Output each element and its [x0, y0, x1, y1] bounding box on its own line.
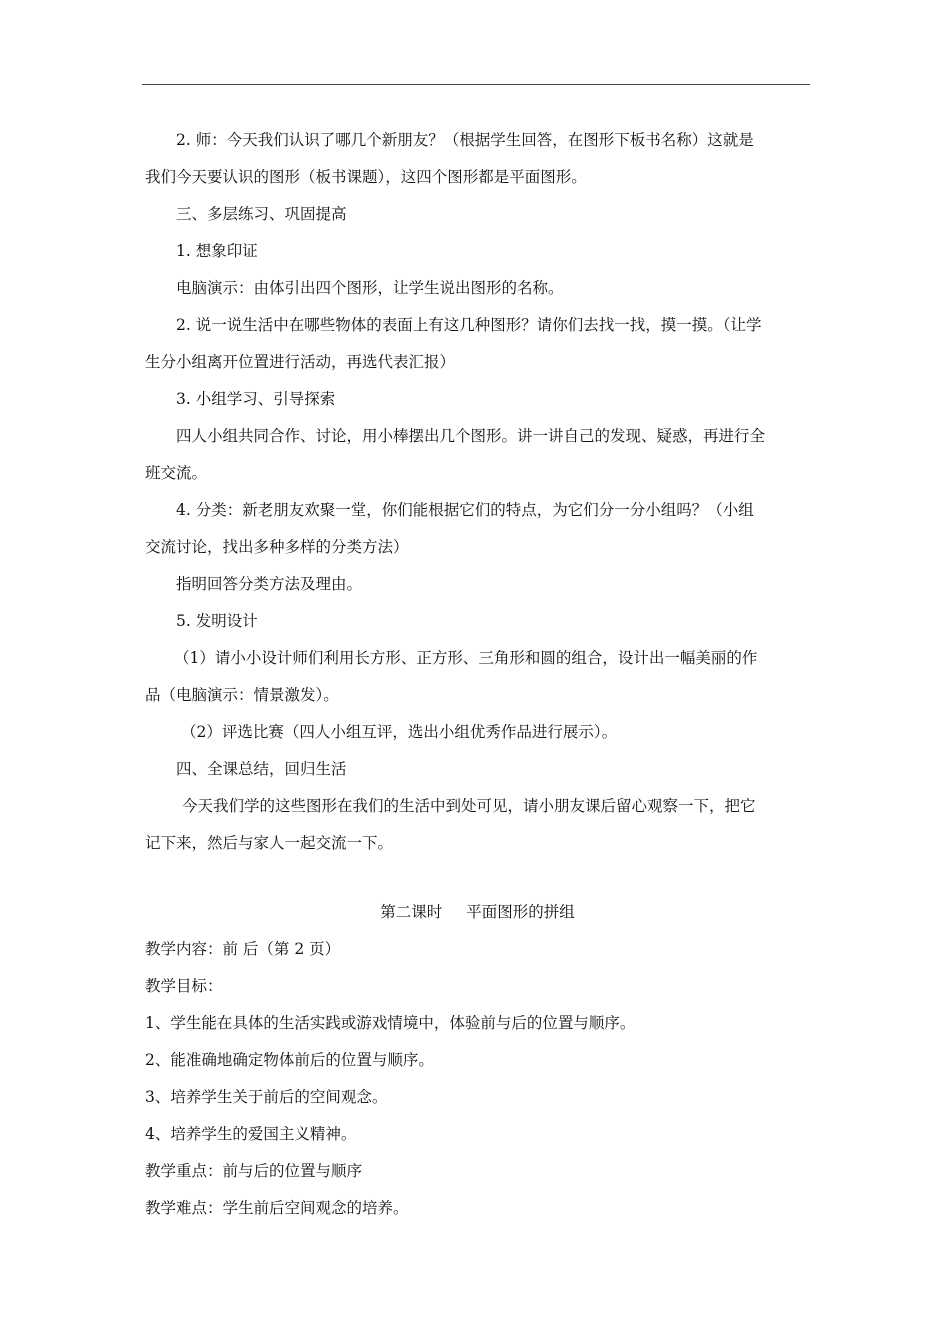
sub-heading: 3. 小组学习、引导探索: [176, 390, 336, 408]
paragraph: 交流讨论，找出多种多样的分类方法）: [145, 538, 409, 556]
paragraph: 四人小组共同合作、讨论，用小棒摆出几个图形。讲一讲自己的发现、疑惑，再进行全: [176, 427, 766, 445]
teaching-difficulty: 教学难点：学生前后空间观念的培养。: [145, 1199, 409, 1217]
paragraph: 指明回答分类方法及理由。: [176, 575, 363, 593]
goal-item: 4、培养学生的爱国主义精神。: [145, 1125, 357, 1143]
lesson-title-right: 平面图形的拼组: [466, 903, 575, 921]
goal-item: 2、能准确地确定物体前后的位置与顺序。: [145, 1051, 434, 1069]
paragraph: 今天我们学的这些图形在我们的生活中到处可见，请小朋友课后留心观察一下，把它: [182, 797, 756, 815]
header-rule: [142, 84, 810, 85]
goal-item: 3、培养学生关于前后的空间观念。: [145, 1088, 388, 1106]
lesson-title-left: 第二课时: [380, 903, 443, 921]
goals-label: 教学目标：: [145, 977, 223, 995]
paragraph: 班交流。: [145, 464, 208, 482]
teaching-key-point: 教学重点：前与后的位置与顺序: [145, 1162, 363, 1180]
paragraph: 记下来，然后与家人一起交流一下。: [145, 834, 394, 852]
sub-heading: 5. 发明设计: [176, 612, 258, 630]
sub-heading: 1. 想象印证: [176, 242, 258, 260]
paragraph: 2. 师：今天我们认识了哪几个新朋友？（根据学生回答，在图形下板书名称）这就是: [176, 131, 754, 149]
paragraph: （1）请小小设计师们利用长方形、正方形、三角形和圆的组合，设计出一幅美丽的作: [174, 649, 758, 667]
teaching-content: 教学内容：前 后（第 2 页）: [145, 940, 341, 958]
paragraph: 电脑演示：由体引出四个图形，让学生说出图形的名称。: [176, 279, 564, 297]
document-body: [145, 122, 810, 1227]
section-heading: 四、全课总结，回归生活: [176, 760, 347, 778]
paragraph: 我们今天要认识的图形（板书课题），这四个图形都是平面图形。: [145, 168, 587, 186]
paragraph: （2）评选比赛（四人小组互评，选出小组优秀作品进行展示）。: [181, 723, 618, 741]
section-heading: 三、多层练习、巩固提高: [176, 205, 347, 223]
paragraph: 品（电脑演示：情景激发）。: [145, 686, 339, 704]
paragraph: 2. 说一说生活中在哪些物体的表面上有这几种图形？请你们去找一找，摸一摸。（让学: [176, 316, 762, 334]
goal-item: 1、学生能在具体的生活实践或游戏情境中，体验前与后的位置与顺序。: [145, 1014, 636, 1032]
paragraph: 4. 分类：新老朋友欢聚一堂，你们能根据它们的特点，为它们分一分小组吗？（小组: [176, 501, 754, 519]
lesson-title: [145, 894, 810, 931]
paragraph: 生分小组离开位置进行活动，再选代表汇报）: [145, 353, 456, 371]
